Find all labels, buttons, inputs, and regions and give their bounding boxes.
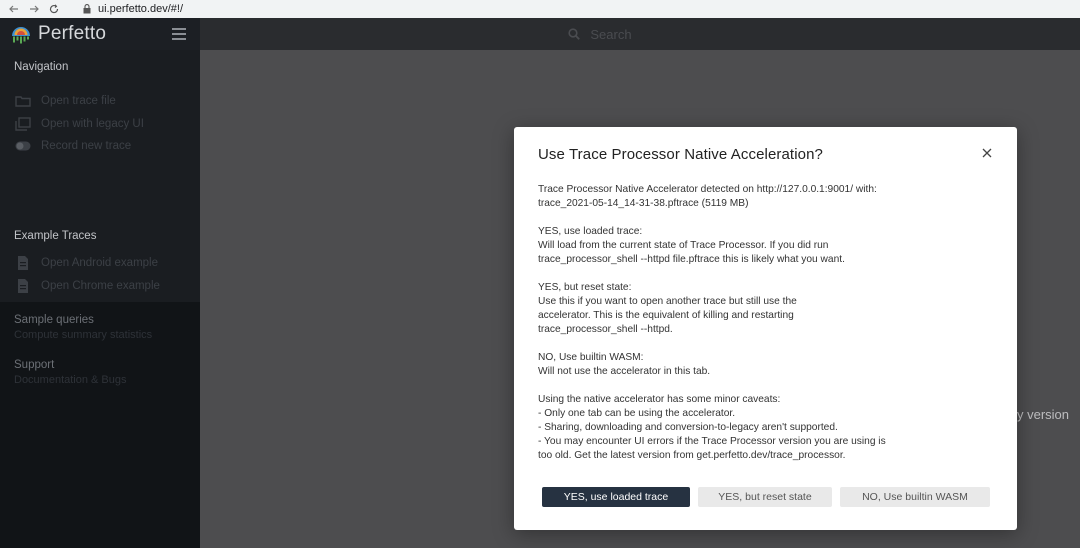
dialog-text-line: Using the native accelerator has some minor caveats: xyxy=(538,394,781,405)
search-box[interactable] xyxy=(568,27,631,42)
support-section xyxy=(0,341,200,386)
dialog-text-line: - Only one tab can be using the accelerator. xyxy=(538,408,736,419)
topbar xyxy=(200,18,1080,50)
sidebar-item-open-trace-file[interactable] xyxy=(0,90,200,113)
dialog-text-line: trace_processor_shell --httpd. xyxy=(538,324,673,335)
dialog-text-line: NO, Use builtin WASM: xyxy=(538,352,644,363)
sidebar-item-open-legacy-ui[interactable] xyxy=(0,113,200,136)
dialog-text-line: Will not use the accelerator in this tab. xyxy=(538,366,711,377)
sidebar-item-label: Open Chrome example xyxy=(41,279,160,292)
sidebar-item-label: Open Android example xyxy=(41,257,158,270)
dialog-text-line: YES, but reset state: xyxy=(538,282,632,293)
dialog-text-line: Trace Processor Native Accelerator detected on http://127.0.0.1:9001/ with: xyxy=(538,184,877,195)
dialog-buttons xyxy=(542,487,990,507)
acceleration-dialog xyxy=(514,127,1017,530)
sidebar-item-record-new-trace[interactable] xyxy=(0,135,200,158)
document-icon xyxy=(14,279,32,293)
perfetto-logo-icon xyxy=(10,23,32,45)
dialog-paragraph xyxy=(538,393,998,463)
browser-toolbar xyxy=(0,0,1080,18)
use-wasm-button[interactable]: NO, Use builtin WASM xyxy=(840,487,990,507)
background-text: y version xyxy=(1017,407,1070,422)
document-icon xyxy=(14,256,32,270)
dialog-title: Use Trace Processor Native Acceleration? xyxy=(538,146,823,163)
navigation-section xyxy=(0,50,200,220)
sidebar-header xyxy=(0,18,200,50)
sample-queries-section xyxy=(0,302,200,341)
navigation-title: Navigation xyxy=(14,61,69,73)
sidebar-item-chrome-example[interactable] xyxy=(0,275,200,298)
search-icon xyxy=(568,28,580,40)
dialog-text-line: Will load from the current state of Trace Processor. If you did run xyxy=(538,240,829,251)
sidebar-item-android-example[interactable] xyxy=(0,252,200,275)
dialog-paragraph xyxy=(538,351,998,379)
reset-state-button[interactable]: YES, but reset state xyxy=(698,487,832,507)
lock-icon xyxy=(82,3,92,15)
dialog-paragraph xyxy=(538,225,998,267)
hamburger-menu-icon[interactable] xyxy=(172,28,186,40)
reload-icon[interactable] xyxy=(46,1,62,17)
dialog-paragraph xyxy=(538,183,998,211)
legacy-window-icon xyxy=(14,117,32,131)
sidebar-item-label: Open trace file xyxy=(41,95,116,108)
search-input[interactable]: Search xyxy=(590,26,632,42)
dialog-text-line: Use this if you want to open another trace but still use the xyxy=(538,296,797,307)
dialog-text-line: accelerator. This is the equivalent of killing and restarting xyxy=(538,310,794,321)
dialog-body xyxy=(538,183,998,477)
example-traces-section xyxy=(0,220,200,302)
close-icon[interactable] xyxy=(981,147,993,159)
dialog-text-line: - You may encounter UI errors if the Trace Processor version you are using is xyxy=(538,436,886,447)
sample-queries-title: Sample queries xyxy=(14,314,94,326)
example-traces-title: Example Traces xyxy=(14,230,97,242)
back-arrow-icon[interactable] xyxy=(6,1,22,17)
dialog-text-line: YES, use loaded trace: xyxy=(538,226,643,237)
dialog-text-line: trace_processor_shell --httpd file.pftrace this is likely what you want. xyxy=(538,254,845,265)
forward-arrow-icon[interactable] xyxy=(26,1,42,17)
use-loaded-trace-button[interactable]: YES, use loaded trace xyxy=(542,487,690,507)
dialog-text-line: trace_2021-05-14_14-31-38.pftrace (5119 MB) xyxy=(538,198,749,209)
support-title: Support xyxy=(14,359,55,371)
sidebar-item-documentation[interactable]: Documentation & Bugs xyxy=(14,374,127,386)
folder-icon xyxy=(14,94,32,108)
dialog-text-line: - Sharing, downloading and conversion-to-legacy aren't supported. xyxy=(538,422,838,433)
sidebar xyxy=(0,18,200,548)
dialog-text-line: too old. Get the latest version from get.perfetto.dev/trace_processor. xyxy=(538,450,846,461)
record-toggle-icon xyxy=(14,139,32,153)
dialog-paragraph xyxy=(538,281,998,337)
brand-title: Perfetto xyxy=(38,23,107,44)
address-bar-url[interactable]: ui.perfetto.dev/#!/ xyxy=(98,3,183,15)
sidebar-item-label: Record new trace xyxy=(41,140,132,153)
sidebar-item-label: Open with legacy UI xyxy=(41,117,144,130)
sidebar-item-compute-summary[interactable]: Compute summary statistics xyxy=(14,329,153,341)
